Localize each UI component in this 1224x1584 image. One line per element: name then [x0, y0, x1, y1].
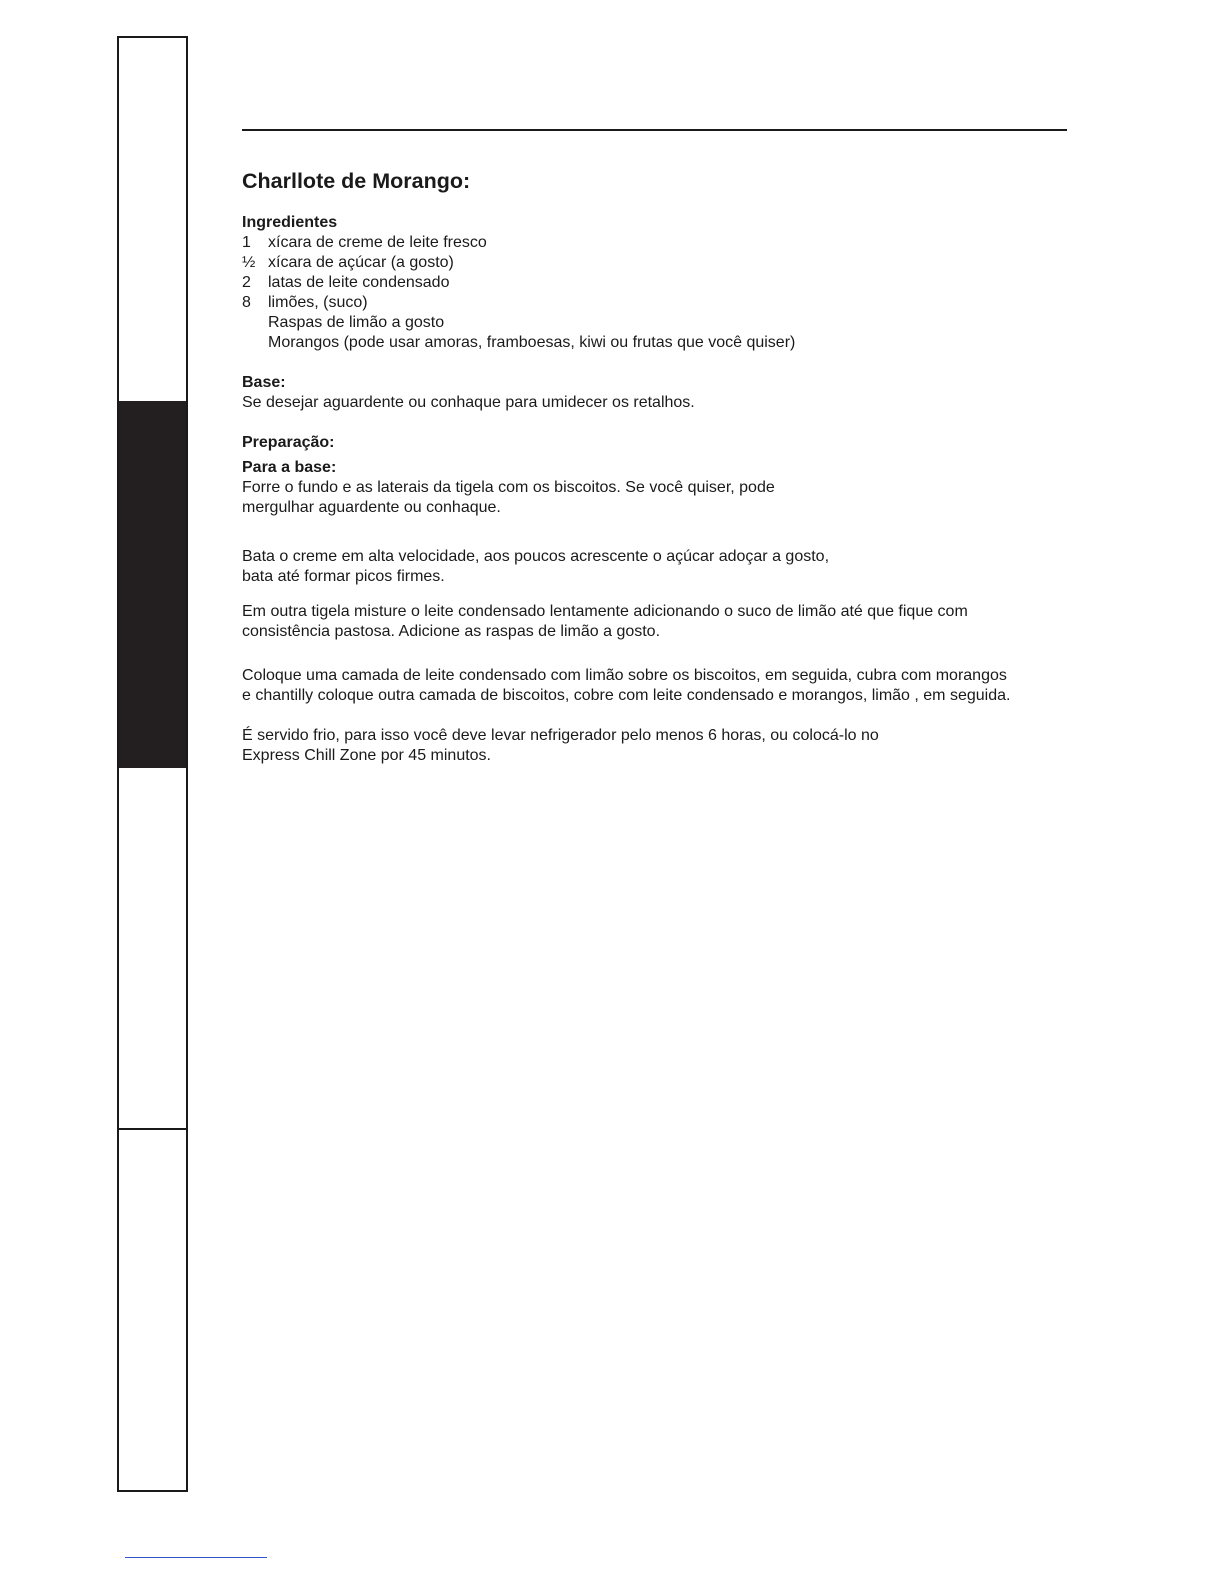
ingredient-text: limões, (suco)	[268, 294, 368, 311]
base-heading: Base:	[242, 374, 286, 391]
ingredient-text: Raspas de limão a gosto	[268, 314, 445, 331]
side-tab-bar	[117, 36, 188, 1492]
step-line: mergulhar aguardente ou conhaque.	[242, 499, 501, 516]
step-line: e chantilly coloque outra camada de biscoitos, cobre com leite condensado e morangos, limão , em seguida.	[242, 687, 1011, 704]
step-line: bata até formar picos firmes.	[242, 568, 445, 585]
ingredient-text: latas de leite condensado	[268, 274, 450, 291]
ingredient-text: Morangos (pode usar amoras, framboesas, kiwi ou frutas que você quiser)	[268, 334, 796, 351]
preparation-heading: Preparação:	[242, 434, 335, 451]
header-rule	[242, 129, 1067, 131]
ingredient-text: xícara de creme de leite fresco	[268, 234, 487, 251]
ingredient-qty: 1	[242, 234, 251, 251]
step-paragraph	[242, 547, 1102, 587]
step-line: Em outra tigela misture o leite condensado lentamente adicionando o suco de limão até que fique com	[242, 603, 968, 620]
ingredients-heading: Ingredientes	[242, 214, 338, 231]
ingredient-item	[242, 333, 1102, 353]
step-line: Bata o creme em alta velocidade, aos poucos acrescente o açúcar adoçar a gosto,	[242, 548, 830, 565]
ingredient-qty: 8	[242, 294, 251, 311]
footer-link-underline[interactable]	[125, 1557, 267, 1558]
base-prep-heading: Para a base:	[242, 459, 337, 476]
step-paragraph	[242, 726, 1102, 766]
step-line: É servido frio, para isso você deve levar nefrigerador pelo menos 6 horas, ou colocá-lo no	[242, 727, 879, 744]
ingredient-item	[242, 293, 1102, 313]
side-tab-3	[119, 768, 186, 1130]
base-text: Se desejar aguardente ou conhaque para umidecer os retalhos.	[242, 394, 695, 411]
ingredient-item	[242, 253, 1102, 273]
ingredient-qty	[242, 333, 268, 353]
ingredient-list	[242, 233, 1102, 353]
step-paragraph	[242, 602, 1102, 642]
step-paragraph	[242, 666, 1102, 706]
ingredient-qty: 2	[242, 274, 251, 291]
side-tab-4	[119, 1130, 186, 1492]
step-line: Express Chill Zone por 45 minutos.	[242, 747, 491, 764]
side-tab-active	[119, 401, 186, 768]
step-line: consistência pastosa. Adicione as raspas de limão a gosto.	[242, 623, 661, 640]
ingredient-item	[242, 313, 1102, 333]
step-paragraph	[242, 478, 1102, 518]
recipe-content	[242, 166, 1102, 766]
recipe-title: Charllote de Morango:	[242, 169, 471, 193]
step-line: Forre o fundo e as laterais da tigela com os biscoitos. Se você quiser, pode	[242, 479, 775, 496]
side-tab-1	[119, 38, 186, 401]
step-line: Coloque uma camada de leite condensado com limão sobre os biscoitos, em seguida, cubra com morangos	[242, 667, 1007, 684]
ingredient-item	[242, 273, 1102, 293]
ingredient-qty: ½	[242, 254, 256, 271]
ingredient-qty	[242, 313, 268, 333]
ingredient-text: xícara de açúcar (a gosto)	[268, 254, 454, 271]
ingredient-item	[242, 233, 1102, 253]
